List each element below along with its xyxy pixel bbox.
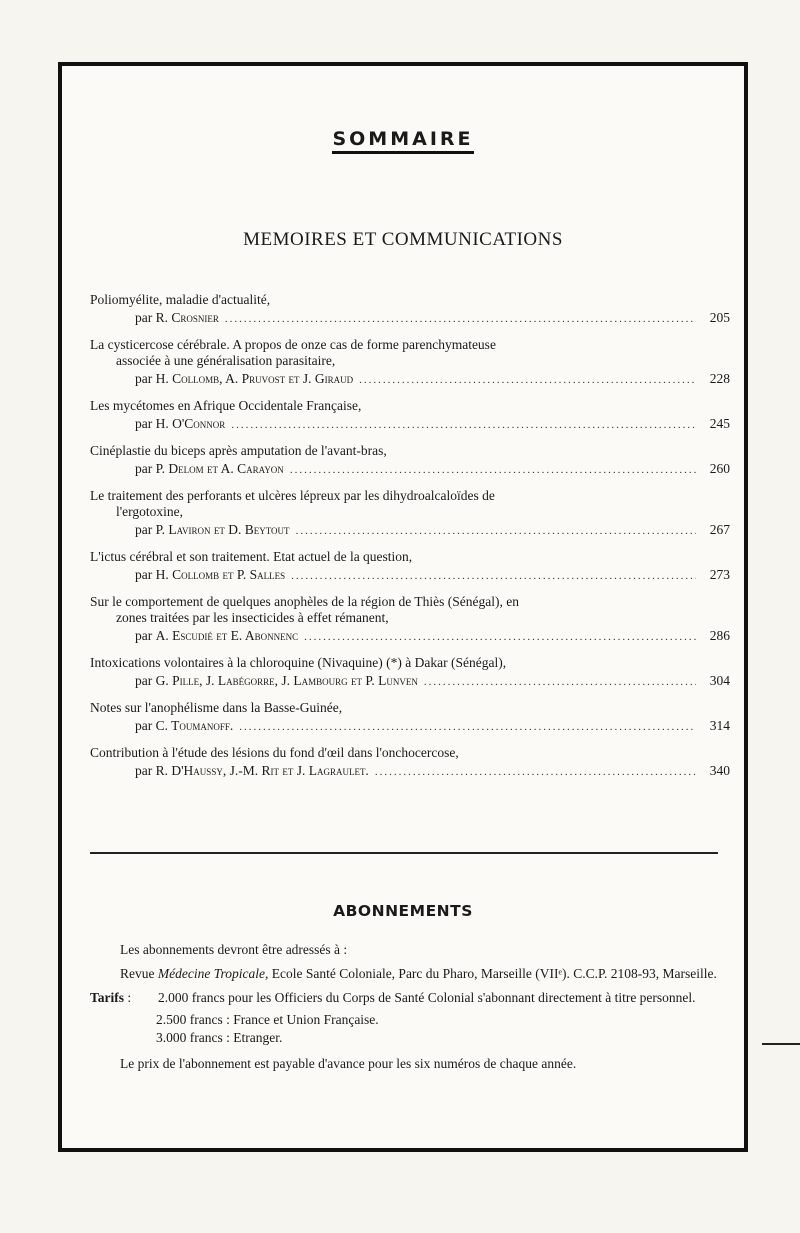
toc-entry-authors: A. Escudié et E. Abonnenc [155,628,299,643]
toc-entry-page: 304 [709,673,730,688]
toc-entry[interactable]: Contribution à l'étude des lésions du fond d'œil dans l'onchocercose, par R. D'Haussy, J.-M. Rit et J. Lagraulet. ..... 340 [90,745,730,782]
tarif-1: 2.000 francs pour les Officiers du Corps de Santé Colonial s'abonnant directement à titre personnel. [158,990,696,1005]
tarif-3: 3.000 francs : Etranger. [156,1030,283,1045]
toc-entry-authors: H. Collomb et P. Salles [155,567,286,582]
page-frame [58,62,748,1152]
toc-entry-authors: P. Laviron et D. Beytout [155,522,290,537]
toc-entry-title: Intoxications volontaires à la chloroquine (Nivaquine) (*) à Dakar (Sénégal), [90,655,507,670]
toc-entry-page: 260 [709,461,730,476]
toc-entry-page: 340 [709,763,730,778]
toc-entry[interactable]: Intoxications volontaires à la chloroquine (Nivaquine) (*) à Dakar (Sénégal), par G. Pille, J. Labégorre, J. Lambourg et P. Lunven ..... 304 [90,655,730,692]
toc-entry-authors: H. O'Connor [155,416,226,431]
toc-entry[interactable]: L'ictus cérébral et son traitement. Etat actuel de la question, par H. Collomb et P. Salles ..... 273 [90,549,730,586]
toc-entry[interactable]: Sur le comportement de quelques anophèles de la région de Thiès (Sénégal), en zones traitées par les insecticides à effet rémanent, par A. Escudié et E. Abonnenc ..... 286 [90,594,730,647]
abonnements-address: Revue Médecine Tropicale, Ecole Santé Coloniale, Parc du Pharo, Marseille (VIIᵉ). C.C.P. 2108-93, Marseille. [120,966,717,981]
abonnements-intro: Les abonnements devront être adressés à : [120,942,348,957]
toc-entry-title: Cinéplastie du biceps après amputation de l'avant-bras, [90,443,387,458]
toc-entry[interactable]: La cysticercose cérébrale. A propos de onze cas de forme parenchymateuse associée à une généralisation parasitaire, par H. Collomb, A. Pruvost et J. Giraud ..... 228 [90,337,730,390]
tarif-row [90,990,722,1006]
abonnements-note: Le prix de l'abonnement est payable d'avance pour les six numéros de chaque année. [120,1056,577,1071]
abonnements-heading: ABONNEMENTS [333,902,473,920]
toc-entry[interactable]: Les mycétomes en Afrique Occidentale Française, par H. O'Connor ..... 245 [90,398,730,435]
toc-entry-title: Contribution à l'étude des lésions du fond d'œil dans l'onchocercose, [90,745,459,760]
tarif-2: 2.500 francs : France et Union Française. [156,1012,379,1027]
toc-entry-page: 273 [709,567,730,582]
toc-entry-authors: R. Crosnier [155,310,219,325]
toc-entry-title-cont: associée à une généralisation parasitaire, [116,353,336,368]
toc-entry-authors: C. Toumanoff. [155,718,234,733]
toc-entry[interactable]: Le traitement des perforants et ulcères lépreux par les dihydroalcaloïdes de l'ergotoxine, par P. Laviron et D. Beytout ..... 267 [90,488,730,541]
toc-entry-authors: R. D'Haussy, J.-M. Rit et J. Lagraulet. [155,763,369,778]
section-divider [90,852,718,854]
toc-entry-title: Sur le comportement de quelques anophèles de la région de Thiès (Sénégal), en [90,594,519,609]
toc-entry-title-cont: l'ergotoxine, [116,504,184,519]
page-title: SOMMAIRE [62,128,744,150]
toc-entry-page: 267 [709,522,730,537]
toc-entry-title: Poliomyélite, maladie d'actualité, [90,292,271,307]
section-heading: MEMOIRES ET COMMUNICATIONS [243,229,563,250]
table-of-contents [90,292,730,790]
toc-entry-title: La cysticercose cérébrale. A propos de onze cas de forme parenchymateuse [90,337,496,352]
toc-entry-page: 205 [709,310,730,325]
toc-entry-title: L'ictus cérébral et son traitement. Etat actuel de la question, [90,549,413,564]
toc-entry-title: Les mycétomes en Afrique Occidentale Française, [90,398,362,413]
toc-entry[interactable]: Notes sur l'anophélisme dans la Basse-Guinée, par C. Toumanoff. ..... 314 [90,700,730,737]
toc-entry-title-cont: zones traitées par les insecticides à effet rémanent, [116,610,389,625]
toc-entry-page: 286 [709,628,730,643]
abonnements-section [90,942,722,1080]
toc-entry-authors: G. Pille, J. Labégorre, J. Lambourg et P. Lunven [155,673,418,688]
toc-entry-page: 314 [709,718,730,733]
journal-name: Médecine Tropicale, [157,966,269,981]
toc-entry-title: Le traitement des perforants et ulcères lépreux par les dihydroalcaloïdes de [90,488,495,503]
margin-mark [762,1043,800,1045]
toc-entry-title: Notes sur l'anophélisme dans la Basse-Guinée, [90,700,343,715]
toc-entry-authors: H. Collomb, A. Pruvost et J. Giraud [155,371,354,386]
toc-entry-page: 245 [709,416,730,431]
toc-entry[interactable]: Cinéplastie du biceps après amputation de l'avant-bras, par P. Delom et A. Carayon ..... 260 [90,443,730,480]
toc-entry-page: 228 [709,371,730,386]
toc-entry[interactable]: Poliomyélite, maladie d'actualité, par R. Crosnier ..... 205 [90,292,730,329]
tarifs-label: Tarifs : [90,990,132,1005]
toc-entry-authors: P. Delom et A. Carayon [155,461,284,476]
